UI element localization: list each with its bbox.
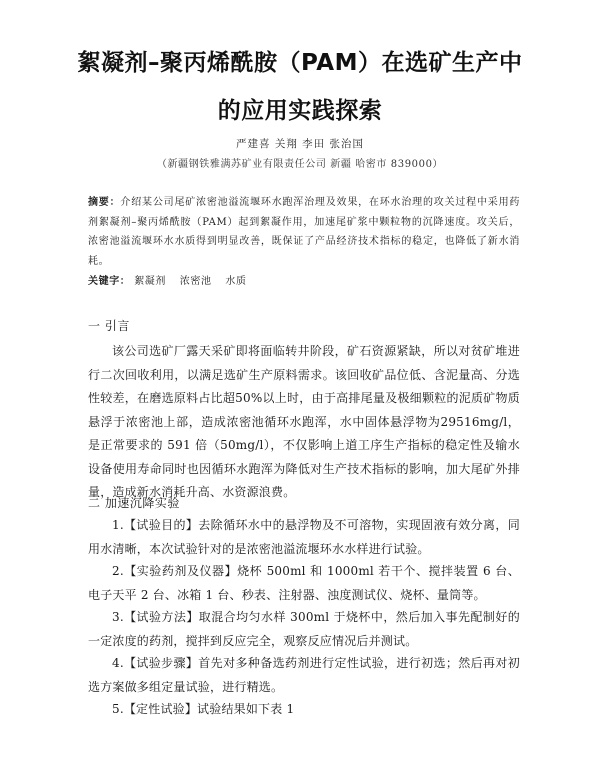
- keyword-item: 水质: [225, 276, 247, 287]
- keywords-label: 关键字：: [88, 276, 131, 287]
- keywords: [88, 272, 520, 287]
- experiment-item-qualitative: 5.【定性试验】试验结果如下表 1: [112, 702, 295, 716]
- experiment-item-purpose: 1.【试验目的】去除循环水中的悬浮物及不可溶物，实现固液有效分离，同用水清晰，本次试验针对的是浓密池溢流堰环水水样进行试验。: [88, 518, 520, 556]
- introduction-paragraph: 该公司选矿厂露天采矿即将面临转井阶段，矿石资源紧缺，所以对贫矿堆进行二次回收利用，以满足选矿生产原料需求。该回收矿品位低、含泥量高、分选性较差，在磨选原料占比超50%以上时，由于高排尾量及极细颗粒的泥质矿物质悬浮于浓密池上部，造成浓密池循环水跑浑，水中固体悬浮物为29516mg/l，是正常要求的 591 倍（50mg/l），不仅影响上道工序生产指标的稳定性及输水设备使用寿命同时也因循环水跑浑为降低对生产技术指标的影响，加大尾矿外排量，造成新水消耗升高、水资源浪费。: [88, 344, 520, 499]
- author-list: 严建喜 关翔 李田 张治国: [235, 138, 364, 150]
- section-heading-introduction: 一 引言: [88, 319, 130, 333]
- abstract-label: 摘要：: [88, 197, 121, 208]
- keyword-item: 絮凝剂: [134, 276, 166, 287]
- experiment-item-reagents: 2.【实验药剂及仪器】烧杯 500ml 和 1000ml 若干个、搅拌装置 6 台、电子天平 2 台、冰箱 1 台、秒表、注射器、浊度测试仪、烧杯、量筒等。: [88, 564, 520, 602]
- author-affiliation: （新疆钢铁雅满苏矿业有限责任公司 新疆 哈密市 839000）: [156, 159, 444, 170]
- keyword-item: 浓密池: [179, 276, 212, 287]
- section-heading-sedimentation-experiment: 二 加速沉降实验: [88, 496, 180, 510]
- experiment-item-method: 3.【试验方法】取混合均匀水样 300ml 于烧杯中，然后加入事先配制好的一定浓度的药剂，搅拌到反应完全，观察反应情况后并测试。: [88, 610, 520, 648]
- paper-title-line-2: 的应用实践探索: [217, 98, 383, 124]
- abstract: [88, 193, 520, 271]
- abstract-text: 介绍某公司尾矿浓密池溢流堰环水跑浑治理及效果，在环水治理的攻关过程中采用药剂絮凝剂–聚丙烯酰胺（PAM）起到絮凝作用，加速尾矿浆中颗粒物的沉降速度。攻关后，浓密池溢流堰环水水质得到明显改善，既保证了产品经济技术指标的稳定，也降低了新水消耗。: [88, 197, 520, 267]
- paper-title-line-1: 絮凝剂–聚丙烯酰胺（PAM）在选矿生产中: [77, 50, 523, 76]
- experiment-item-steps: 4.【试验步骤】首先对多种备选药剂进行定性试验，进行初选；然后再对初选方案做多组定量试验，进行精选。: [88, 656, 520, 694]
